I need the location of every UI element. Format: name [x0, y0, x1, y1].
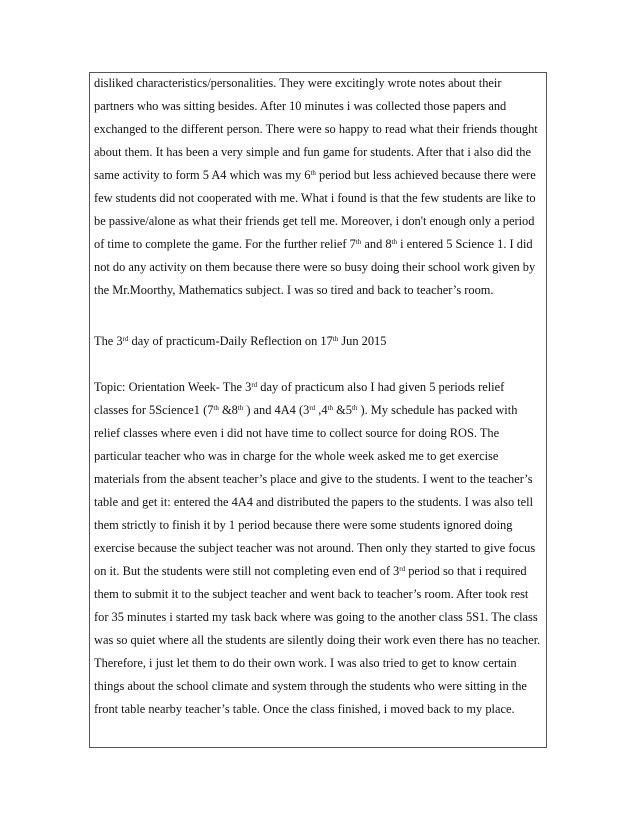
text-line: table and get it: entered the 4A4 and distributed the papers to the students. I was also tell	[94, 495, 534, 509]
heading-line: The 3rd day of practicum-Daily Reflection on 17th Jun 2015	[94, 334, 387, 348]
text-line: exchanged to the different person. There were so happy to read what their friends thought	[94, 122, 538, 136]
text-line: exercise because the subject teacher was not around. Then only they started to give focus	[94, 541, 536, 555]
text-line: on it. But the students were still not completing even end of 3rd period so that i required	[94, 564, 527, 578]
text-line: about them. It has been a very simple and fun game for students. After that i also did the	[94, 145, 531, 159]
text-line: was so quiet where all the students are silently doing their work even there has no teacher.	[94, 633, 541, 647]
text-line: of time to complete the game. For the further relief 7th and 8th i entered 5 Science 1. I did	[94, 237, 533, 251]
text-line: things about the school climate and system through the students who were sitting in the	[94, 679, 527, 693]
text-line: be passive/alone as what their friends get tell me. Moreover, i don't enough only a period	[94, 214, 535, 228]
text-line: relief classes where even i did not have time to collect source for doing ROS. The	[94, 426, 500, 440]
text-line: them to submit it to the subject teacher and went back to teacher’s room. After took rest	[94, 587, 529, 601]
text-line: them strictly to finish it by 1 period because there were some students ignored doing	[94, 518, 513, 532]
text-line: Topic: Orientation Week- The 3rd day of practicum also I had given 5 periods relief	[94, 380, 505, 394]
text-line: Therefore, i just let them to do their own work. I was also tried to get to know certain	[94, 656, 517, 670]
text-line: disliked characteristics/personalities. They were excitingly wrote notes about their	[94, 76, 502, 90]
text-line: not do any activity on them because there were so busy doing their school work given by	[94, 260, 536, 274]
text-line: classes for 5Science1 (7th &8th ) and 4A4 (3rd ,4th &5th ). My schedule has packed with	[94, 403, 518, 417]
text-line: materials from the absent teacher’s place and give to the students. I went to the teacher’s	[94, 472, 533, 486]
text-line: particular teacher who was in charge for the whole week asked me to get exercise	[94, 449, 499, 463]
text-line: few students did not cooperated with me. What i found is that the few students are like to	[94, 191, 536, 205]
text-line: same activity to form 5 A4 which was my 6th period but less achieved because there were	[94, 168, 536, 182]
text-line: for 35 minutes i started my task back where was going to the another class 5S1. The class	[94, 610, 538, 624]
text-line: partners who was sitting besides. After 10 minutes i was collected those papers and	[94, 99, 507, 113]
text-line: the Mr.Moorthy, Mathematics subject. I was so tired and back to teacher’s room.	[94, 283, 494, 297]
text-line: front table nearby teacher’s table. Once the class finished, i moved back to my place.	[94, 702, 515, 716]
